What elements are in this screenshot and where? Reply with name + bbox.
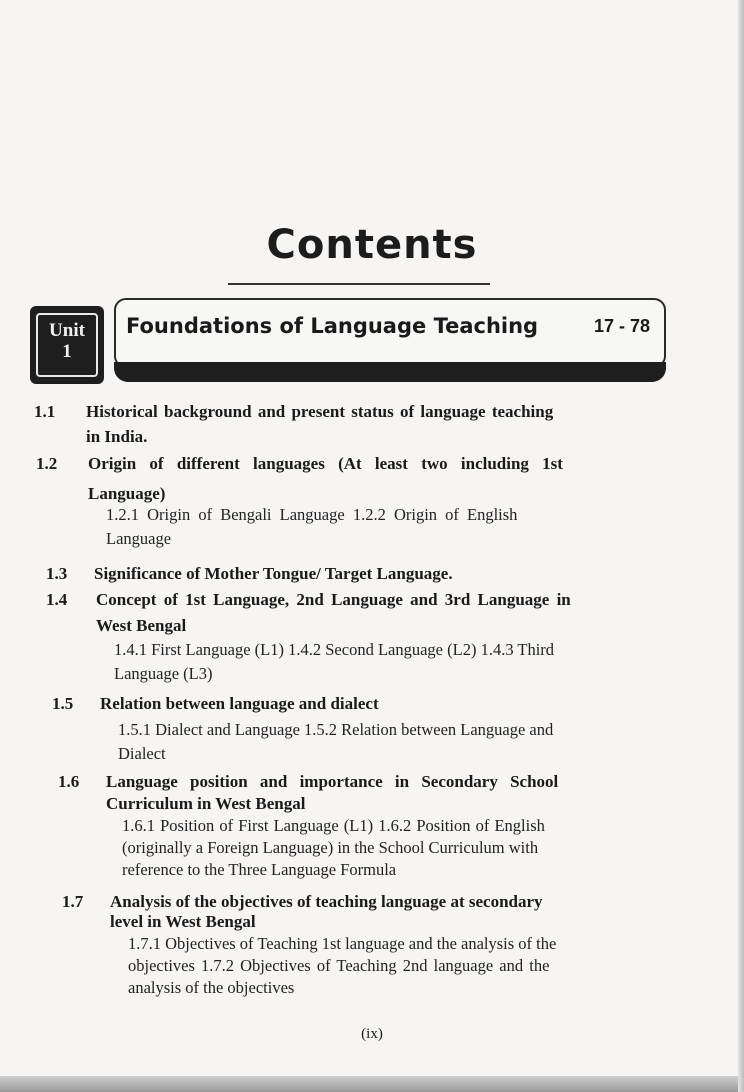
entry-subtopics-line: Language (L3) — [114, 664, 213, 683]
toc-entry-1-1[interactable] — [34, 400, 704, 450]
entry-heading-line: level in West Bengal — [110, 912, 256, 931]
entry-number: 1.6 — [58, 772, 80, 791]
toc-entry-1-7[interactable] — [62, 890, 708, 1002]
toc-entry-1-2[interactable] — [36, 452, 706, 552]
entry-subtopics-line: 1.2.1 Origin of Bengali Language 1.2.2 Origin of English — [106, 505, 518, 524]
toc-entry-1-4[interactable] — [46, 588, 706, 688]
entry-subtopics-line: analysis of the objectives — [128, 978, 295, 997]
entry-subtopics-line: Dialect — [118, 744, 166, 763]
unit-label: Unit — [49, 320, 85, 341]
entry-number: 1.2 — [36, 454, 58, 473]
unit-page-range: 17 - 78 — [594, 316, 651, 336]
entry-subtopics-line: objectives 1.7.2 Objectives of Teaching 2nd language and the — [128, 956, 550, 975]
entry-subtopics-line: 1.7.1 Objectives of Teaching 1st language and the analysis of the — [128, 934, 557, 953]
entry-subtopics-line: (originally a Foreign Language) in the School Curriculum with — [122, 838, 539, 857]
entry-heading-line: Significance of Mother Tongue/ Target Language. — [94, 564, 453, 583]
entry-number: 1.4 — [46, 590, 68, 609]
title-underline — [228, 283, 490, 285]
entry-subtopics-line: reference to the Three Language Formula — [122, 860, 397, 879]
toc-entry-1-3[interactable] — [46, 562, 706, 588]
entry-subtopics-line: Language — [106, 529, 172, 548]
entry-number: 1.3 — [46, 564, 68, 583]
toc-entry-1-6[interactable] — [58, 770, 708, 882]
entry-heading-line: Analysis of the objectives of teaching language at secondary — [110, 892, 543, 911]
entry-subtopics-line: 1.5.1 Dialect and Language 1.5.2 Relation between Language and — [118, 720, 554, 739]
entry-heading-line: West Bengal — [96, 616, 187, 635]
entry-heading-line: Curriculum in West Bengal — [106, 794, 306, 813]
entry-heading-line: in India. — [86, 427, 148, 446]
entry-number: 1.1 — [34, 402, 56, 421]
entry-heading-line: Concept of 1st Language, 2nd Language and 3rd Language in — [96, 590, 571, 609]
page-title: Contents — [266, 222, 478, 268]
entry-subtopics-line: 1.4.1 First Language (L1) 1.4.2 Second Language (L2) 1.4.3 Third — [114, 640, 555, 659]
entry-number: 1.7 — [62, 892, 84, 911]
entry-heading-line: Language position and importance in Secondary School — [106, 772, 559, 791]
unit-badge-frame — [36, 313, 98, 377]
unit-header-shadow — [114, 362, 666, 382]
entry-heading-line: Language) — [88, 484, 166, 503]
unit-number: 1 — [62, 341, 72, 362]
unit-title: Foundations of Language Teaching — [126, 314, 539, 338]
scan-right-edge — [738, 0, 744, 1092]
unit-badge — [30, 306, 104, 384]
page-number: (ix) — [361, 1026, 383, 1042]
entry-heading-line: Origin of different languages (At least two including 1st — [88, 454, 563, 473]
entry-heading-line: Relation between language and dialect — [100, 694, 379, 713]
scan-bottom-edge — [0, 1076, 744, 1092]
entry-subtopics-line: 1.6.1 Position of First Language (L1) 1.6.2 Position of English — [122, 816, 545, 835]
entry-number: 1.5 — [52, 694, 74, 713]
toc-entry-1-5[interactable] — [52, 692, 712, 766]
entry-heading-line: Historical background and present status of language teaching — [86, 402, 554, 421]
